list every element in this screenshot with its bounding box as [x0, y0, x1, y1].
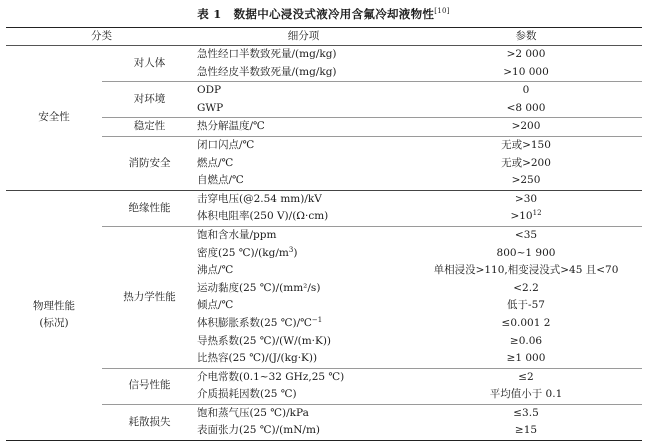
row-item: 体积电阻率(250 V)/(Ω·cm): [197, 210, 329, 223]
row-item: 饱和含水量/ppm: [197, 228, 277, 241]
table-reference: [10]: [434, 7, 450, 15]
group-human: 对人体: [133, 56, 166, 69]
row-item: 沸点/℃: [197, 264, 234, 277]
category-physical-line1: 物理性能: [33, 299, 75, 312]
group-thermal: 热力学性能: [123, 290, 176, 303]
header-subcategory: 细分项: [287, 30, 320, 42]
row-item: 急性经皮半数致死量/(mg/kg): [197, 65, 337, 78]
table-row: [6, 226, 642, 244]
row-value: 单相浸没>110,相变浸没式>45 且<70: [433, 264, 619, 277]
row-item: 介质损耗因数(25 ℃): [197, 388, 297, 401]
row-value: 800~1 900: [496, 246, 556, 259]
row-item: [197, 315, 410, 333]
row-value: <35: [514, 228, 538, 241]
row-value: 无或>200: [501, 156, 551, 169]
table-header: [6, 28, 642, 46]
table-body: [6, 46, 642, 441]
row-value: ≤0.001 2: [501, 316, 551, 329]
row-item: 热分解温度/℃: [197, 120, 265, 133]
row-item: 比热容(25 ℃)/(J/(kg·K)): [197, 352, 318, 365]
table-title: 数据中心浸没式液冷用含氟冷却液物性: [233, 7, 435, 21]
group-environment: 对环境: [133, 92, 166, 105]
item-superscript: −1: [311, 315, 323, 324]
row-value: >10 000: [503, 65, 549, 78]
row-item: 击穿电压(@2.54 mm)/kV: [197, 192, 322, 205]
row-value: ≥1 000: [506, 352, 546, 365]
row-value: >2 000: [506, 48, 546, 60]
item-superscript: 3: [288, 245, 294, 254]
row-item: ODP: [197, 84, 222, 97]
row-item: 运动黏度(25 ℃)/(mm²/s): [197, 281, 321, 294]
row-value: [410, 208, 642, 226]
group-signal: 信号性能: [128, 379, 171, 392]
category-physical: [6, 190, 102, 440]
row-item: [197, 245, 410, 263]
item-text: 密度(25 ℃)/(kg/m: [197, 246, 289, 259]
table-number: 表 1: [197, 7, 222, 21]
row-item: 急性经口半数致死量/(mg/kg): [197, 48, 337, 60]
table-row: [6, 404, 642, 422]
row-item: GWP: [197, 101, 224, 114]
row-item: 燃点/℃: [197, 156, 234, 169]
row-value: ≤2: [518, 370, 534, 383]
table-row: [6, 118, 642, 137]
value-exponent: 12: [532, 209, 542, 218]
row-value: <2.2: [513, 281, 539, 294]
header-category: 分类: [91, 30, 112, 42]
table-row: [6, 82, 642, 100]
row-value: 低于-57: [507, 299, 545, 312]
item-text-end: ): [293, 246, 298, 259]
table-row: [6, 46, 642, 64]
group-fire-safety: 消防安全: [128, 156, 171, 169]
row-item: 表面张力(25 ℃)/(mN/m): [197, 424, 321, 437]
row-item: 饱和蒸气压(25 ℃)/kPa: [197, 406, 309, 419]
table-caption: [0, 2, 647, 26]
value-text: >10: [510, 210, 533, 223]
row-item: 自燃点/℃: [197, 174, 244, 187]
group-insulation: 绝缘性能: [128, 201, 171, 214]
group-stability: 稳定性: [133, 120, 166, 133]
row-value: >250: [511, 174, 541, 187]
row-item: 介电常数(0.1~32 GHz,25 ℃): [197, 370, 345, 383]
row-value: <8 000: [506, 101, 546, 114]
table-row: [6, 368, 642, 386]
row-item: 导热系数(25 ℃)/(W/(m·K)): [197, 334, 332, 347]
row-value: ≤3.5: [513, 406, 539, 419]
group-loss: 耗散损失: [128, 415, 171, 428]
row-value: >200: [511, 120, 541, 133]
row-value: 0: [522, 84, 530, 97]
item-text: 体积膨胀系数(25 ℃)/℃: [197, 316, 312, 329]
row-value: ≥0.06: [509, 334, 543, 347]
table-row: [6, 136, 642, 154]
row-value: 平均值小于 0.1: [489, 388, 563, 401]
properties-table: [6, 27, 642, 441]
header-row: [6, 28, 642, 46]
category-safety: 安全性: [38, 111, 70, 124]
row-value: ≥15: [514, 424, 538, 437]
row-value: 无或>150: [501, 138, 551, 151]
row-item: 闭口闪点/℃: [197, 138, 255, 151]
category-physical-line2: (标况): [39, 317, 69, 330]
table-row: [6, 190, 642, 208]
header-parameter: 参数: [515, 30, 537, 42]
row-value: >30: [514, 192, 538, 205]
row-item: 倾点/℃: [197, 299, 234, 312]
